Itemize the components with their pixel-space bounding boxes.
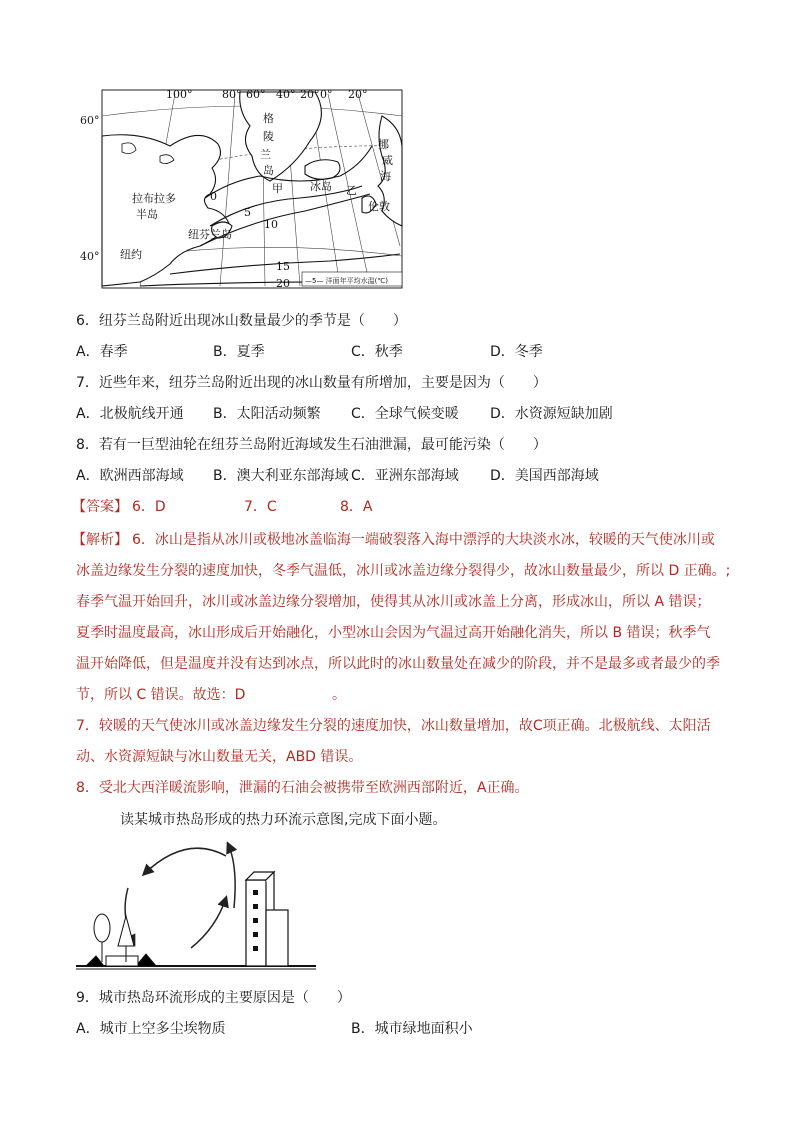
answer-label: 【答案】: [72, 499, 128, 515]
lat-label-40: 40°: [80, 250, 100, 263]
labrador-label: 半岛: [136, 208, 158, 221]
greenland-label: 岛: [263, 164, 274, 177]
analysis-line: 。: [332, 687, 346, 703]
yi-label: 乙: [346, 184, 357, 197]
q7-option-b: B．太阳活动频繁: [213, 406, 321, 422]
map-legend: —5— 洋面年平均水温(℃): [305, 277, 389, 285]
jia-label: 甲: [272, 182, 283, 195]
analysis-line: 6．冰山是指从冰川或极地冰盖临海一端破裂落入海中漂浮的大块淡水冰，较暖的天气使冰川或: [132, 532, 715, 548]
lon-label: 60°: [246, 88, 266, 101]
analysis-line: 夏季时温度最高，冰山形成后开始融化，小型冰山会因为气温过高开始融化消失，所以 B 错误；秋季气: [76, 625, 711, 641]
greenland-label: 格: [263, 112, 274, 125]
analysis-line: 7．较暖的天气使冰川或冰盖边缘发生分裂的速度加快，冰山数量增加，故C项正确。北极航线、太阳活: [76, 718, 711, 734]
question-6-stem: 6．纽芬兰岛附近出现冰山数量最少的季节是（ ）: [76, 313, 407, 329]
iceland-label: 冰岛: [310, 180, 332, 193]
heat-island-diagram: [76, 836, 316, 976]
question-8-stem: 8．若有一巨型油轮在纽芬兰岛附近海域发生石油泄漏，最可能污染（ ）: [76, 437, 547, 453]
lon-label: 40°: [276, 88, 296, 101]
lon-label: 0°: [320, 88, 333, 101]
lon-label: 20°: [300, 88, 320, 101]
question-9-stem: 9．城市热岛环流形成的主要原因是（ ）: [76, 990, 351, 1006]
q8-option-b: B．澳大利亚东部海域: [213, 468, 349, 484]
london-label: 伦敦: [368, 200, 390, 213]
isotherm-label: 5: [244, 206, 251, 219]
isotherm-label: 15: [276, 260, 290, 273]
isotherm-label: 20: [276, 277, 290, 290]
q7-option-d: D．水资源短缺加剧: [490, 406, 613, 422]
labrador-label: 拉布拉多: [132, 192, 176, 205]
answer-8: 8．A: [340, 499, 373, 515]
greenland-label: 兰: [260, 148, 271, 161]
greenland-label: 陵: [263, 130, 274, 143]
q7-option-a: A．北极航线开通: [76, 406, 184, 422]
north-atlantic-map: [100, 86, 406, 292]
answer-7: 7．C: [244, 499, 277, 515]
analysis-line: 节，所以 C 错误。故选：D: [76, 687, 246, 703]
lon-label: 100°: [166, 88, 193, 101]
analysis-line: 春季气温开始回升，冰川或冰盖边缘分裂增加，使得其从冰川或冰盖上分离，形成冰山，所以 A 错误；: [76, 594, 711, 610]
isotherm-label: 0: [210, 190, 217, 203]
q8-option-d: D．美国西部海域: [490, 468, 599, 484]
q6-option-c: C．秋季: [351, 344, 403, 360]
question-7-stem: 7．近些年来，纽芬兰岛附近出现的冰山数量有所增加，主要是因为（ ）: [76, 375, 547, 391]
q9-option-a: A．城市上空多尘埃物质: [76, 1021, 226, 1037]
norway-label: 海: [380, 170, 391, 183]
lon-label: 80°: [222, 88, 242, 101]
lon-label: 20°: [348, 88, 368, 101]
analysis-line: 8．受北大西洋暖流影响，泄漏的石油会被携带至欧洲西部附近，A正确。: [76, 780, 529, 796]
analysis-line: 冰盖边缘发生分裂的速度加快，冬季气温低，冰川或冰盖边缘分裂得少，故冰山数量最少，所以 D 正确。;: [76, 563, 731, 579]
q8-option-a: A．欧洲西部海域: [76, 468, 184, 484]
q9-option-b: B．城市绿地面积小: [351, 1021, 473, 1037]
q8-option-c: C．亚洲东部海域: [351, 468, 459, 484]
q7-option-c: C．全球气候变暖: [351, 406, 459, 422]
answer-6: 6．D: [132, 499, 166, 515]
lat-label-60: 60°: [80, 114, 100, 127]
isotherm-label: 10: [264, 218, 278, 231]
analysis-line: 动、水资源短缺与冰山数量无关，ABD 错误。: [76, 749, 363, 765]
norway-label: 挪: [378, 138, 389, 151]
q6-option-a: A．春季: [76, 344, 128, 360]
norway-label: 威: [382, 154, 393, 167]
q6-option-b: B．夏季: [213, 344, 265, 360]
analysis-line: 温开始降低，但是温度并没有达到冰点，所以此时的冰山数量处在减少的阶段，并不是最多或者最少的季: [76, 656, 720, 672]
section-intro: 读某城市热岛形成的热力环流示意图,完成下面小题。: [120, 812, 447, 828]
q6-option-d: D．冬季: [490, 344, 543, 360]
newyork-label: 纽约: [120, 248, 142, 261]
analysis-label: 【解析】: [72, 532, 128, 548]
newfoundland-label: 纽芬兰岛: [188, 228, 232, 241]
